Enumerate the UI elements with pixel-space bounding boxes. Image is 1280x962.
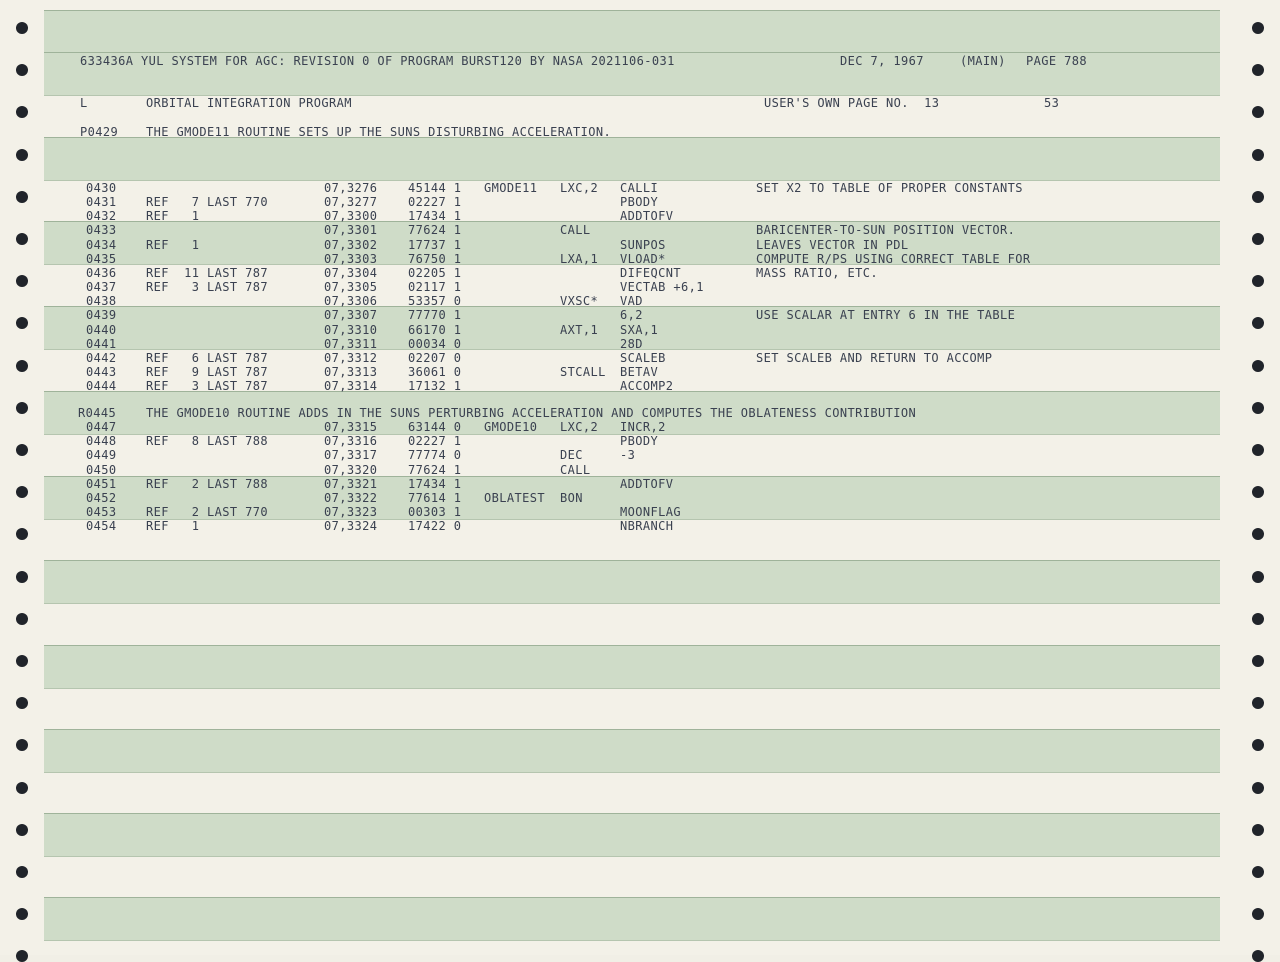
- greenbar-band: [44, 645, 1220, 689]
- cell-word: 17422 0: [408, 519, 462, 534]
- users-page: USER'S OWN PAGE NO. 13: [764, 96, 940, 110]
- cell-loc: 07,3320: [324, 462, 378, 477]
- feed-hole: [1252, 317, 1264, 329]
- feed-hole: [1252, 275, 1264, 287]
- cell-ref: REF 6 LAST 787: [146, 350, 268, 365]
- cell-loc: 07,3314: [324, 379, 378, 394]
- cell-word: 77624 1: [408, 223, 462, 238]
- cell-ref: REF 3 LAST 787: [146, 379, 268, 394]
- feed-hole: [1252, 64, 1264, 76]
- feed-hole: [1252, 191, 1264, 203]
- feed-hole: [16, 950, 28, 962]
- cell-card: 0453: [86, 505, 117, 520]
- cell-card: 0436: [86, 265, 117, 280]
- cell-ref: REF 2 LAST 788: [146, 476, 268, 491]
- cell-word: 76750 1: [408, 251, 462, 266]
- cell-card: 0437: [86, 280, 117, 295]
- cell-card: 0444: [86, 379, 117, 394]
- cell-label: OBLATEST: [484, 491, 545, 505]
- cell-comment: SET X2 TO TABLE OF PROPER CONSTANTS: [756, 181, 1023, 195]
- cell-loc: 07,3302: [324, 237, 378, 252]
- cell-word: 02227 1: [408, 434, 462, 449]
- segment-label: (MAIN): [960, 54, 1006, 68]
- feed-hole: [1252, 782, 1264, 794]
- remark-text: THE GMODE10 ROUTINE ADDS IN THE SUNS PERTURBING ACCELERATION AND COMPUTES THE OBLATENESS CONTRIBUTION: [146, 406, 917, 420]
- cell-loc: 07,3324: [324, 519, 378, 534]
- line-flag: L: [80, 96, 88, 110]
- cell-operand: -3: [620, 448, 636, 463]
- cell-loc: 07,3322: [324, 491, 378, 505]
- cell-operand: SUNPOS: [620, 237, 666, 252]
- feed-hole: [16, 402, 28, 414]
- cell-word: 45144 1: [408, 181, 462, 195]
- feed-hole: [1252, 360, 1264, 372]
- cell-comment: MASS RATIO, ETC.: [756, 265, 878, 280]
- cell-word: 17434 1: [408, 476, 462, 491]
- cell-card: 0448: [86, 434, 117, 449]
- cell-ref: REF 3 LAST 787: [146, 280, 268, 295]
- cell-ref: REF 2 LAST 770: [146, 505, 268, 520]
- cell-ref: REF 11 LAST 787: [146, 265, 268, 280]
- cell-card: 0440: [86, 322, 117, 337]
- cell-op: AXT,1: [560, 322, 599, 337]
- cell-loc: 07,3313: [324, 364, 378, 379]
- cell-loc: 07,3315: [324, 420, 378, 434]
- page-number: PAGE 788: [1026, 54, 1087, 68]
- greenbar-band: [44, 729, 1220, 773]
- cell-operand: PBODY: [620, 434, 659, 449]
- feed-hole: [1252, 444, 1264, 456]
- cell-word: 02117 1: [408, 280, 462, 295]
- cell-operand: SXA,1: [620, 322, 659, 337]
- cell-op: VXSC*: [560, 294, 599, 309]
- cell-word: 36061 0: [408, 364, 462, 379]
- cell-loc: 07,3316: [324, 434, 378, 449]
- cell-comment: USE SCALAR AT ENTRY 6 IN THE TABLE: [756, 308, 1016, 323]
- page-ref: 53: [1044, 96, 1060, 110]
- print-date: DEC 7, 1967: [840, 54, 924, 68]
- cell-ref: REF 1: [146, 519, 200, 534]
- cell-card: 0434: [86, 237, 117, 252]
- cell-loc: 07,3311: [324, 336, 378, 351]
- feed-hole: [1252, 613, 1264, 625]
- cell-op: LXC,2: [560, 420, 599, 434]
- cell-card: 0454: [86, 519, 117, 534]
- cell-word: 00034 0: [408, 336, 462, 351]
- cell-operand: VLOAD*: [620, 251, 666, 266]
- feed-hole: [16, 233, 28, 245]
- cell-loc: 07,3276: [324, 181, 378, 195]
- cell-loc: 07,3307: [324, 308, 378, 323]
- cell-loc: 07,3300: [324, 209, 378, 224]
- cell-operand: ACCOMP2: [620, 379, 674, 394]
- cell-card: 0441: [86, 336, 117, 351]
- cell-card: 0449: [86, 448, 117, 463]
- greenbar-band: [44, 137, 1220, 181]
- feed-hole: [16, 486, 28, 498]
- feed-hole: [16, 697, 28, 709]
- cell-operand: NBRANCH: [620, 519, 674, 534]
- cell-op: BON: [560, 491, 583, 505]
- cell-word: 02207 0: [408, 350, 462, 365]
- feed-hole: [1252, 233, 1264, 245]
- cell-word: 17737 1: [408, 237, 462, 252]
- feed-hole: [16, 191, 28, 203]
- cell-card: 0438: [86, 294, 117, 309]
- cell-word: 02227 1: [408, 195, 462, 210]
- cell-card: 0447: [86, 420, 117, 434]
- feed-hole: [16, 866, 28, 878]
- greenbar-band: [44, 813, 1220, 857]
- cell-card: 0442: [86, 350, 117, 365]
- cell-card: 0433: [86, 223, 117, 238]
- cell-loc: 07,3277: [324, 195, 378, 210]
- feed-hole: [1252, 149, 1264, 161]
- cell-loc: 07,3305: [324, 280, 378, 295]
- feed-hole: [1252, 950, 1264, 962]
- cell-word: 17132 1: [408, 379, 462, 394]
- cell-word: 17434 1: [408, 209, 462, 224]
- cell-word: 77614 1: [408, 491, 462, 505]
- log-section: ORBITAL INTEGRATION PROGRAM: [146, 96, 352, 110]
- cell-operand: BETAV: [620, 364, 659, 379]
- cell-op: CALL: [560, 223, 591, 238]
- cell-op: LXC,2: [560, 181, 599, 195]
- feed-hole: [16, 317, 28, 329]
- feed-hole: [1252, 739, 1264, 751]
- feed-hole: [1252, 486, 1264, 498]
- greenbar-band: [44, 10, 1220, 54]
- feed-hole: [1252, 908, 1264, 920]
- cell-op: LXA,1: [560, 251, 599, 266]
- feed-hole: [1252, 528, 1264, 540]
- remark-card-number: P0429: [80, 125, 119, 139]
- cell-operand: 28D: [620, 336, 643, 351]
- cell-word: 77770 1: [408, 308, 462, 323]
- cell-ref: REF 7 LAST 770: [146, 195, 268, 210]
- feed-hole: [16, 571, 28, 583]
- cell-operand: INCR,2: [620, 420, 666, 434]
- feed-hole: [16, 655, 28, 667]
- feed-hole: [1252, 402, 1264, 414]
- cell-operand: VAD: [620, 294, 643, 309]
- feed-hole: [16, 275, 28, 287]
- cell-loc: 07,3317: [324, 448, 378, 463]
- cell-loc: 07,3312: [324, 350, 378, 365]
- cell-operand: PBODY: [620, 195, 659, 210]
- cell-operand: DIFEQCNT: [620, 265, 681, 280]
- cell-operand: MOONFLAG: [620, 505, 681, 520]
- cell-loc: 07,3323: [324, 505, 378, 520]
- cell-op: CALL: [560, 462, 591, 477]
- feed-hole: [16, 613, 28, 625]
- feed-hole: [16, 782, 28, 794]
- feed-hole: [16, 64, 28, 76]
- cell-operand: CALLI: [620, 181, 659, 195]
- cell-word: 00303 1: [408, 505, 462, 520]
- cell-operand: SCALEB: [620, 350, 666, 365]
- feed-hole: [16, 444, 28, 456]
- feed-hole: [16, 908, 28, 920]
- cell-card: 0435: [86, 251, 117, 266]
- greenbar-band: [44, 897, 1220, 941]
- feed-hole: [1252, 697, 1264, 709]
- greenbar-band: [44, 560, 1220, 604]
- feed-hole: [1252, 106, 1264, 118]
- cell-ref: REF 9 LAST 787: [146, 364, 268, 379]
- feed-hole: [1252, 866, 1264, 878]
- feed-hole: [1252, 22, 1264, 34]
- cell-word: 63144 0: [408, 420, 462, 434]
- cell-word: 77774 0: [408, 448, 462, 463]
- feed-hole: [16, 739, 28, 751]
- cell-card: 0451: [86, 476, 117, 491]
- cell-loc: 07,3304: [324, 265, 378, 280]
- cell-card: 0430: [86, 181, 117, 195]
- feed-hole: [16, 824, 28, 836]
- cell-card: 0450: [86, 462, 117, 477]
- cell-card: 0443: [86, 364, 117, 379]
- cell-comment: COMPUTE R/PS USING CORRECT TABLE FOR: [756, 251, 1031, 266]
- cell-label: GMODE10: [484, 420, 538, 434]
- cell-op: DEC: [560, 448, 583, 463]
- cell-ref: REF 1: [146, 209, 200, 224]
- cell-ref: REF 1: [146, 237, 200, 252]
- feed-hole: [16, 149, 28, 161]
- cell-op: STCALL: [560, 364, 606, 379]
- cell-operand: 6,2: [620, 308, 643, 323]
- remark-card-number: R0445: [78, 406, 117, 420]
- cell-card: 0452: [86, 491, 117, 505]
- remark-text: THE GMODE11 ROUTINE SETS UP THE SUNS DISTURBING ACCELERATION.: [146, 125, 612, 139]
- cell-card: 0432: [86, 209, 117, 224]
- cell-loc: 07,3310: [324, 322, 378, 337]
- feed-hole: [1252, 571, 1264, 583]
- cell-operand: ADDTOFV: [620, 476, 674, 491]
- feed-hole: [1252, 655, 1264, 667]
- cell-card: 0431: [86, 195, 117, 210]
- cell-ref: REF 8 LAST 788: [146, 434, 268, 449]
- cell-word: 77624 1: [408, 462, 462, 477]
- cell-comment: LEAVES VECTOR IN PDL: [756, 237, 909, 252]
- feed-hole: [16, 360, 28, 372]
- cell-operand: ADDTOFV: [620, 209, 674, 224]
- cell-comment: SET SCALEB AND RETURN TO ACCOMP: [756, 350, 993, 365]
- cell-word: 53357 0: [408, 294, 462, 309]
- cell-loc: 07,3303: [324, 251, 378, 266]
- cell-loc: 07,3301: [324, 223, 378, 238]
- feed-hole: [16, 106, 28, 118]
- cell-loc: 07,3321: [324, 476, 378, 491]
- cell-word: 66170 1: [408, 322, 462, 337]
- cell-word: 02205 1: [408, 265, 462, 280]
- banner: 633436A YUL SYSTEM FOR AGC: REVISION 0 OF PROGRAM BURST120 BY NASA 2021106-031: [80, 54, 675, 68]
- cell-comment: BARICENTER-TO-SUN POSITION VECTOR.: [756, 223, 1016, 238]
- cell-label: GMODE11: [484, 181, 538, 195]
- feed-hole: [16, 22, 28, 34]
- cell-loc: 07,3306: [324, 294, 378, 309]
- feed-hole: [16, 528, 28, 540]
- cell-card: 0439: [86, 308, 117, 323]
- feed-hole: [1252, 824, 1264, 836]
- cell-operand: VECTAB +6,1: [620, 280, 704, 295]
